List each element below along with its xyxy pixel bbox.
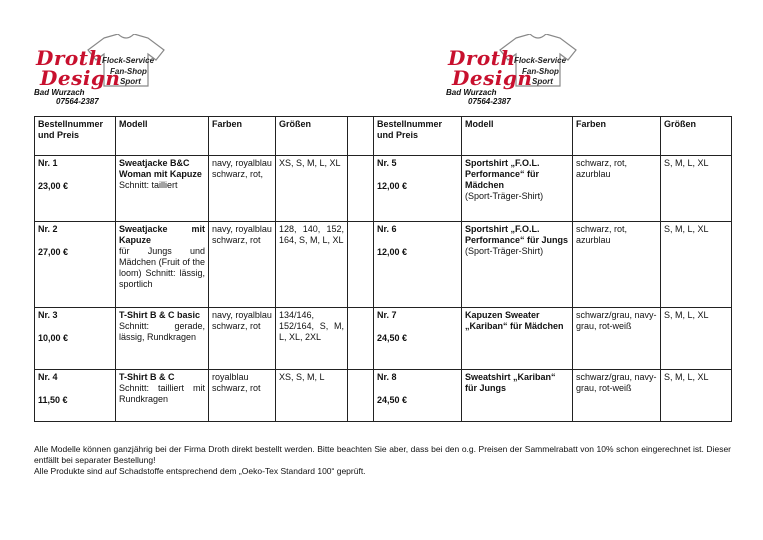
order-cell: Nr. 1 23,00 €: [35, 156, 116, 222]
header-colors: Farben: [209, 117, 276, 156]
sizes-cell: XS, S, M, L, XL: [276, 156, 348, 222]
logo-phone: 07564-2387: [468, 97, 511, 106]
model-cell: Sportshirt „F.O.L. Performance“ für Jungs (Sport-Träger-Shirt): [462, 222, 573, 308]
logo-city: Bad Wurzach: [34, 88, 85, 97]
logo-tag-sport: Sport: [532, 77, 553, 86]
colors-cell: royalblau schwarz, rot: [209, 370, 276, 422]
column-gap: [348, 117, 374, 156]
model-cell: T-Shirt B & C basic Schnitt: gerade, lässig, Rundkragen: [116, 308, 209, 370]
colors-cell: schwarz/grau, navy-grau, rot-weiß: [573, 308, 661, 370]
model-cell: Sportshirt „F.O.L. Performance“ für Mädchen (Sport-Träger-Shirt): [462, 156, 573, 222]
order-cell: Nr. 3 10,00 €: [35, 308, 116, 370]
colors-cell: schwarz, rot, azurblau: [573, 222, 661, 308]
logo-city: Bad Wurzach: [446, 88, 497, 97]
logo-word-design: Design: [40, 66, 121, 90]
sizes-cell: XS, S, M, L: [276, 370, 348, 422]
table-row: [35, 222, 732, 308]
column-gap: [348, 370, 374, 422]
logo-tag-flock: Flock-Service: [102, 56, 155, 65]
sizes-cell: S, M, L, XL: [661, 370, 732, 422]
model-cell: T-Shirt B & C Schnitt: tailliert mit Rundkragen: [116, 370, 209, 422]
logo-tag-sport: Sport: [120, 77, 141, 86]
table-header-row: [35, 117, 732, 156]
sizes-cell: S, M, L, XL: [661, 222, 732, 308]
order-cell: Nr. 8 24,50 €: [374, 370, 462, 422]
sizes-cell: 134/146, 152/164, S, M, L, XL, 2XL: [276, 308, 348, 370]
header-sizes: Größen: [661, 117, 732, 156]
note-discount: Alle Modelle können ganzjährig bei der Firma Droth direkt bestellt werden. Bitte beachten Sie aber, dass bei den o.g. Preisen der Sammelrabatt von 10% schon eingerechnet ist. Dieser entfällt bei separater Bestellung!: [34, 444, 731, 465]
colors-cell: navy, royalblau schwarz, rot: [209, 222, 276, 308]
company-logo-right: [446, 34, 582, 108]
logo-tag-fanshop: Fan-Shop: [110, 67, 147, 76]
table-row: [35, 156, 732, 222]
column-gap: [348, 308, 374, 370]
logo-tag-fanshop: Fan-Shop: [522, 67, 559, 76]
footer-notes: [34, 444, 731, 477]
header-model: Modell: [462, 117, 573, 156]
sizes-cell: 128, 140, 152, 164, S, M, L, XL: [276, 222, 348, 308]
header-order: Bestellnummer und Preis: [35, 117, 116, 156]
logo-tag-flock: Flock-Service: [514, 56, 567, 65]
header-colors: Farben: [573, 117, 661, 156]
sizes-cell: S, M, L, XL: [661, 156, 732, 222]
note-oekotex: Alle Produkte sind auf Schadstoffe entsprechend dem „Oeko-Tex Standard 100“ geprüft.: [34, 466, 366, 476]
logo-phone: 07564-2387: [56, 97, 99, 106]
model-cell: Sweatshirt „Kariban“ für Jungs: [462, 370, 573, 422]
header-model: Modell: [116, 117, 209, 156]
order-cell: Nr. 2 27,00 €: [35, 222, 116, 308]
colors-cell: navy, royalblau schwarz, rot,: [209, 156, 276, 222]
table-row: [35, 308, 732, 370]
header-sizes: Größen: [276, 117, 348, 156]
order-cell: Nr. 6 12,00 €: [374, 222, 462, 308]
order-cell: Nr. 5 12,00 €: [374, 156, 462, 222]
column-gap: [348, 156, 374, 222]
sizes-cell: S, M, L, XL: [661, 308, 732, 370]
model-cell: Sweatjacke mit Kapuze für Jungs und Mädchen (Fruit of the loom) Schnitt: lässig, sportlich: [116, 222, 209, 308]
header-order: Bestellnummer und Preis: [374, 117, 462, 156]
product-table: [34, 116, 732, 422]
company-logo-left: [34, 34, 170, 108]
colors-cell: navy, royalblau schwarz, rot: [209, 308, 276, 370]
order-cell: Nr. 4 11,50 €: [35, 370, 116, 422]
colors-cell: schwarz/grau, navy-grau, rot-weiß: [573, 370, 661, 422]
column-gap: [348, 222, 374, 308]
order-cell: Nr. 7 24,50 €: [374, 308, 462, 370]
logo-word-droth: Droth: [448, 46, 516, 70]
logo-word-droth: Droth: [36, 46, 104, 70]
model-cell: Kapuzen Sweater „Kariban“ für Mädchen: [462, 308, 573, 370]
table-row: [35, 370, 732, 422]
colors-cell: schwarz, rot, azurblau: [573, 156, 661, 222]
model-cell: Sweatjacke B&C Woman mit Kapuze Schnitt: tailliert: [116, 156, 209, 222]
logo-word-design: Design: [452, 66, 533, 90]
